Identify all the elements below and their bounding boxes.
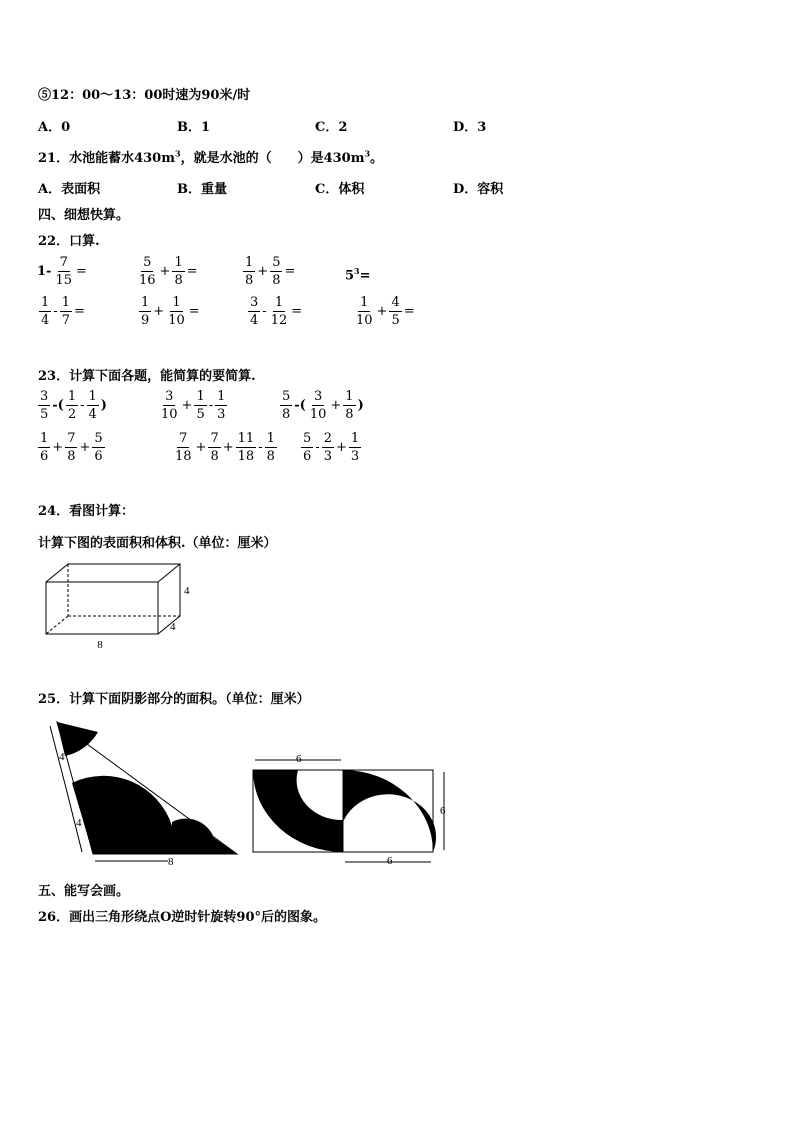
triangle-shaded-figure <box>50 722 237 861</box>
q22-item-5: $\frac{1}{4}$ - $\frac{1}{7}$ = <box>41 295 85 328</box>
q22-item-1: 1- $\frac{7}{15}$ = <box>37 255 87 288</box>
triangle-side-bottom-label: 4 <box>76 817 82 829</box>
q24-subtitle: 计算下图的表面积和体积.（单位：厘米） <box>38 536 277 551</box>
cuboid-front-face <box>46 582 158 634</box>
section-5-heading: 五、能写会画。 <box>38 884 130 899</box>
q20-option-a[interactable]: A．0 <box>38 120 71 135</box>
rect-top-label: 6 <box>296 753 302 765</box>
rect-right-label: 6 <box>440 805 446 817</box>
section-4-heading: 四、细想快算。 <box>38 208 130 223</box>
q23-expr-3: $\frac{5}{8}$ -( $\frac{3}{10}$ + $\frac{1}{8}$ ) <box>282 389 364 422</box>
q22-item-2: $\frac{5}{16}$ + $\frac{1}{8}$ = <box>139 255 198 288</box>
q20-option-d[interactable]: D．3 <box>453 120 487 135</box>
triangle-base-label: 8 <box>168 856 174 868</box>
cuboid-hidden-edges <box>46 564 180 634</box>
q23-expr-6: $\frac{5}{6}$ - $\frac{2}{3}$ + $\frac{1}{3}$ <box>303 431 360 464</box>
q21-stem: 21．水池能蓄水$430m^3$，就是水池的（ ）是$430m^3$。 <box>38 148 384 166</box>
rectangle-shaded-figure <box>253 760 444 862</box>
q22-item-7: $\frac{3}{4}$ - $\frac{1}{12}$ = <box>250 295 303 328</box>
q21-option-a[interactable]: A．表面积 <box>38 182 101 197</box>
q20-option-b[interactable]: B．1 <box>177 120 211 135</box>
q22-item-4: $5^3=$ <box>345 266 371 284</box>
q22-item-8: $\frac{1}{10}$ + $\frac{4}{5}$ = <box>356 295 415 328</box>
q21-option-c[interactable]: C．体积 <box>315 182 365 197</box>
triangle-side-top-label: 4 <box>59 751 65 763</box>
q26-title: 26．画出三角形绕点O逆时针旋转90°后的图象。 <box>38 910 327 925</box>
q21-option-b[interactable]: B．重量 <box>177 182 227 197</box>
q23-expr-5: $\frac{7}{18}$ + $\frac{7}{8}$ + $\frac{11}{18}$ - $\frac{1}{8}$ <box>175 431 275 464</box>
q24-title: 24．看图计算： <box>38 504 135 519</box>
q20-option-c[interactable]: C．2 <box>315 120 348 135</box>
q21-option-d[interactable]: D．容积 <box>453 182 504 197</box>
q23-expr-4: $\frac{1}{6}$ + $\frac{7}{8}$ + $\frac{5}{6}$ <box>40 431 103 464</box>
rect-bottom-label: 6 <box>387 855 393 867</box>
q23-expr-2: $\frac{3}{10}$ + $\frac{1}{5}$ - $\frac{1}{3}$ <box>161 389 226 422</box>
q22-item-6: $\frac{1}{9}$ + $\frac{1}{10}$ = <box>141 295 200 328</box>
cuboid-width-label: 4 <box>170 621 176 633</box>
cuboid-height-label: 4 <box>184 585 190 597</box>
q25-title: 25．计算下面阴影部分的面积。（单位：厘米） <box>38 692 310 707</box>
q23-expr-1: $\frac{3}{5}$ -( $\frac{1}{2}$ - $\frac{1}{4}$ ) <box>40 389 107 422</box>
q23-title: 23．计算下面各题，能简算的要简算. <box>38 369 256 384</box>
cuboid-length-label: 8 <box>97 639 103 651</box>
q22-item-3: $\frac{1}{8}$ + $\frac{5}{8}$ = <box>245 255 296 288</box>
q22-title: 22．口算. <box>38 234 100 249</box>
q20-statement: ⑤12：00～13：00时速为90米/时 <box>38 88 251 103</box>
cuboid-back-edges <box>46 564 180 634</box>
